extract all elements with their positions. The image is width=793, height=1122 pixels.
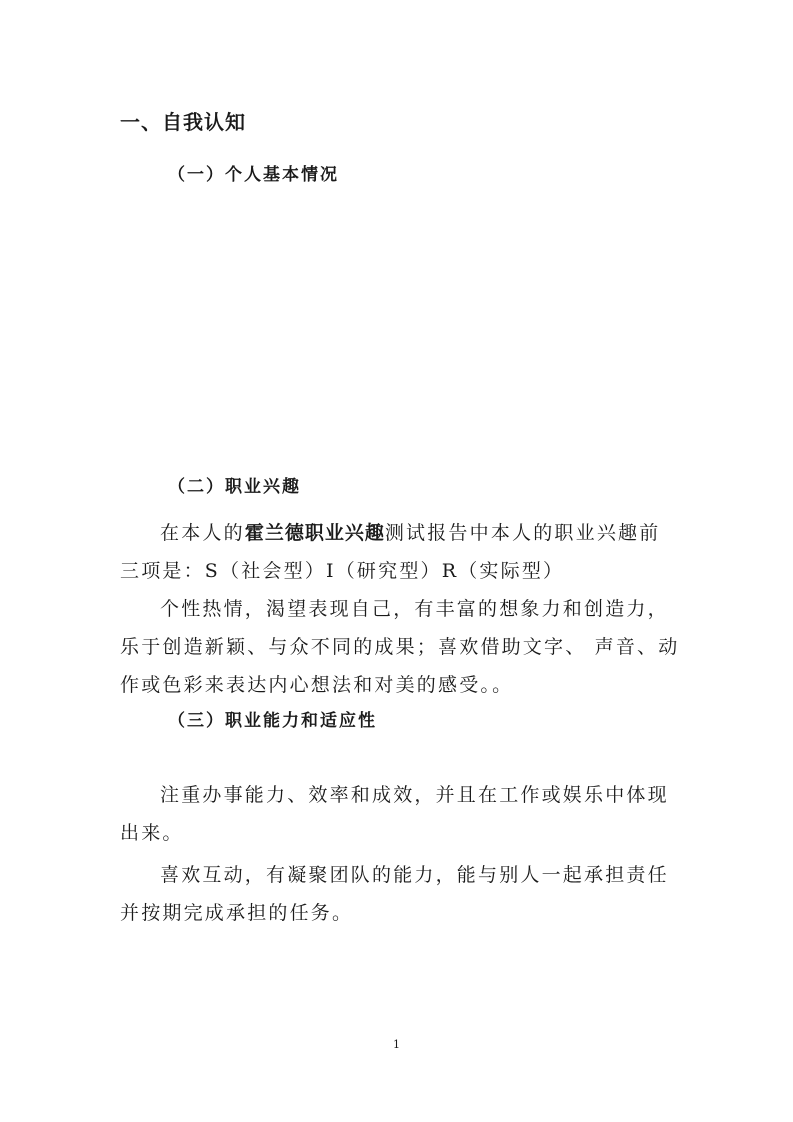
ability-paragraph-2: 喜欢互动，有凝聚团队的能力，能与别人一起承担责任并按期完成承担的任务。 xyxy=(120,864,669,924)
interest-p1-suffix: 测试报告中本人的职业兴趣前三项是：S（社会型）I（研究型）R（实际型） xyxy=(120,522,661,582)
holland-test-name: 霍兰德职业兴趣 xyxy=(244,522,385,544)
section-title-basic-info: （一）个人基本情况 xyxy=(168,165,339,185)
section-title-career-interest: （二）职业兴趣 xyxy=(168,477,301,497)
interest-paragraph-2: 个性热情，渴望表现自己，有丰富的想象力和创造力，乐于创造新颖、与众不同的成果；喜欢借助文字、 声音、动作或色彩来表达内心想法和对美的感受。。 xyxy=(120,598,680,696)
chapter-heading: 一、自我认知 xyxy=(120,110,246,134)
ability-paragraph-1: 注重办事能力、效率和成效，并且在工作或娱乐中体现出来。 xyxy=(120,784,669,844)
interest-paragraph-1 xyxy=(120,514,680,590)
interest-p1-prefix: 在本人的 xyxy=(160,522,245,544)
page-number: 1 xyxy=(393,1038,400,1051)
section-title-ability: （三）职业能力和适应性 xyxy=(168,711,377,731)
